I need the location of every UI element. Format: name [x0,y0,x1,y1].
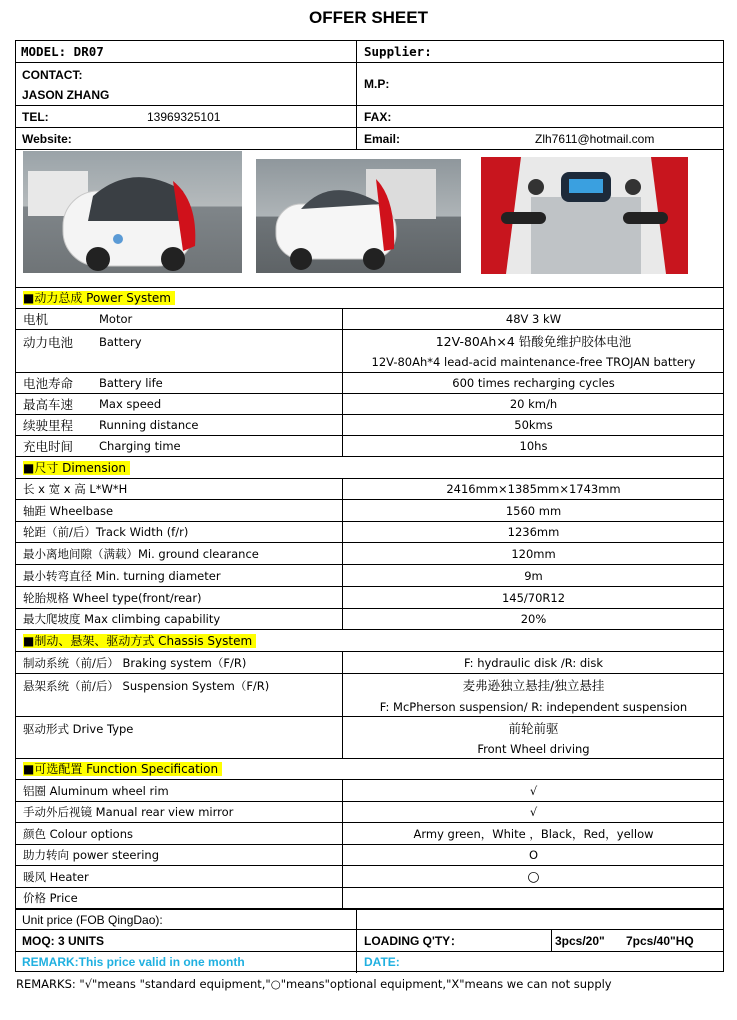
model-label: MODEL: DR07 [21,44,104,59]
spec-value: 600 times recharging cycles [342,373,724,393]
section-function [16,759,723,780]
spec-value: 50kms [342,415,724,435]
section-function-title: ■可选配置 Function Specification [23,762,222,776]
optional-mark-icon: O [342,845,724,865]
spec-label: 颜色 Colour options [23,827,133,841]
spec-en: Motor [99,312,133,326]
section-dimension-title: ■尺寸 Dimension [23,461,130,475]
section-dimension [16,457,723,479]
car-photo-icon [256,159,461,273]
contact-label: CONTACT: [22,68,83,82]
spec-row [16,543,723,565]
spec-label: 制动系统（前/后） Braking system（F/R) [23,656,247,670]
spec-row [16,522,723,543]
spec-label: 轮胎规格 Wheel type(front/rear) [23,591,202,605]
email-value[interactable]: Zlh7611@hotmail.com [535,132,655,146]
spec-value: 12V-80Ah×4 铅酸免维护胶体电池 [435,334,632,349]
spec-cn: 充电时间 [23,439,74,454]
spec-en: Battery [99,335,142,349]
moq-row [16,930,723,952]
contact-name: JASON ZHANG [22,88,110,102]
tel-value: 13969325101 [147,110,221,124]
date-label: DATE: [356,952,724,973]
dashboard-photo-icon [481,157,688,274]
contact-cell [22,63,356,105]
fax-label: FAX: [356,106,724,127]
model-row [16,41,723,63]
spec-label: 轮距（前/后）Track Width (f/r) [23,525,189,539]
spec-value: 2416mm×1385mm×1743mm [342,479,724,499]
section-chassis-title: ■制动、悬架、驱动方式 Chassis System [23,634,256,648]
remark-validity: REMARK:This price valid in one month [22,955,245,969]
spec-row [16,436,723,457]
tel-row [16,106,723,128]
check-mark-icon: √ [342,802,724,822]
spec-value: 48V 3 kW [342,309,724,329]
spec-row [16,802,723,823]
spec-row [16,823,723,845]
spec-label: 轴距 Wheelbase [23,504,114,518]
website-row [16,128,723,150]
page-title: OFFER SHEET [308,8,428,27]
photos-row [16,150,723,288]
section-power [16,288,723,309]
remark-row [16,952,723,973]
spec-value: 麦弗逊独立悬挂/独立悬挂 [462,678,605,693]
spec-en: Running distance [99,418,199,432]
spec-row [16,609,723,630]
car-photo-icon [23,151,242,273]
spec-value: 9m [342,565,724,586]
website-label: Website: [22,132,72,146]
remarks-note: REMARKS: "√"means "standard equipment,"○"means"optional equipment,"X"means we can not supply [16,977,612,991]
vehicle-side-photo [256,159,461,273]
spec-value-cell [342,330,724,372]
spec-value: 1560 mm [342,500,724,521]
optional-mark-icon: ○ [342,866,724,887]
spec-label: 驱动形式 Drive Type [23,722,134,736]
spec-en: Max speed [99,397,162,411]
email-label: Email: [356,128,506,149]
dashboard-photo [481,157,688,274]
moq-label: MOQ: 3 UNITS [22,934,105,948]
contact-row [16,63,723,106]
unit-price-label: Unit price (FOB QingDao): [22,913,163,927]
spec-cn: 电机 [23,312,49,327]
qty-40hq: 7pcs/40"HQ [626,934,694,948]
spec-value [342,888,724,908]
spec-label: 手动外后视镜 Manual rear view mirror [23,805,234,819]
spec-row [16,479,723,500]
spec-value: 145/70R12 [342,587,724,608]
spec-en: Battery life [99,376,163,390]
check-mark-icon: √ [342,780,724,801]
spec-value: 前轮前驱 [508,721,559,736]
spec-row [16,565,723,587]
spec-value: F: hydraulic disk /R: disk [342,652,724,673]
spec-row [16,674,723,717]
loading-qty-label: LOADING Q'TY： [356,930,551,951]
mp-label: M.P: [356,63,724,105]
spec-value: 1236mm [342,522,724,542]
spec-row [16,866,723,888]
spec-label: 长 x 宽 x 高 L*W*H [23,482,128,496]
spec-row [16,587,723,609]
spec-cn: 动力电池 [23,335,74,350]
tel-label: TEL: [22,110,49,124]
spec-value-en: 12V-80Ah*4 lead-acid maintenance-free TROJAN battery [371,355,696,369]
unit-price-value [356,910,724,929]
spec-row [16,309,723,330]
spec-value-cell [342,717,724,758]
spec-value: 20% [342,609,724,629]
spec-label: 最小转弯直径 Min. turning diameter [23,569,221,583]
spec-cn: 最高车速 [23,397,74,412]
spec-label: 助力转向 power steering [23,848,160,862]
spec-value-en: Front Wheel driving [477,742,590,756]
spec-row [16,888,723,909]
spec-cn: 续驶里程 [23,418,74,433]
spec-en: Charging time [99,439,181,453]
supplier-label: Supplier: [356,41,724,62]
spec-row [16,373,723,394]
spec-row [16,717,723,759]
spec-row [16,500,723,522]
spec-label: 铝圈 Aluminum wheel rim [23,784,169,798]
spec-label: 悬架系统（前/后） Suspension System（F/R) [23,679,270,693]
spec-value: 120mm [342,543,724,564]
offer-sheet-table [15,40,724,972]
spec-value-cell [342,674,724,716]
spec-row [16,330,723,373]
spec-label: 最小离地间隙（满载）Mi. ground clearance [23,547,259,561]
spec-row [16,780,723,802]
spec-value: 10hs [342,436,724,456]
spec-value: Army green，White ，Black，Red，yellow [342,823,724,844]
unit-price-row [16,909,723,930]
spec-row [16,652,723,674]
spec-row [16,394,723,415]
spec-label: 价格 Price [23,891,78,905]
section-chassis [16,630,723,652]
spec-row [16,415,723,436]
spec-value: 20 km/h [342,394,724,414]
spec-value-en: F: McPherson suspension/ R: independent suspension [379,700,688,714]
section-power-title: ■动力总成 Power System [23,291,175,305]
spec-label: 最大爬坡度 Max climbing capability [23,612,221,626]
vehicle-front-photo [23,151,242,273]
qty-20ft: 3pcs/20" [551,930,611,951]
spec-label: 暖风 Heater [23,870,89,884]
spec-row [16,845,723,866]
spec-cn: 电池寿命 [23,376,74,391]
